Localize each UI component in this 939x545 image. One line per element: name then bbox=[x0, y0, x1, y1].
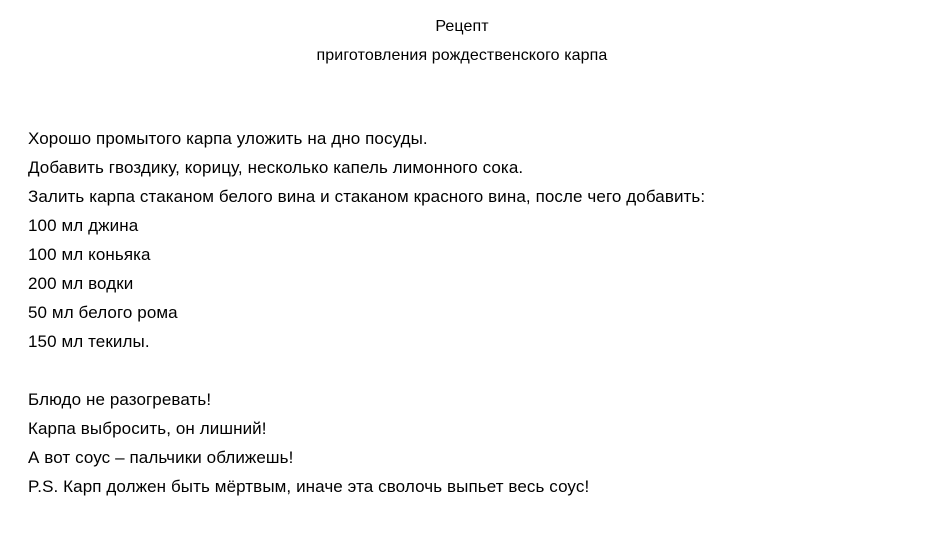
note-line: А вот соус – пальчики оближешь! bbox=[28, 448, 294, 467]
recipe-body bbox=[28, 124, 918, 501]
ingredient-line: 100 мл джина bbox=[28, 216, 139, 235]
note-line: Карпа выбросить, он лишний! bbox=[28, 419, 267, 438]
title-line-2: приготовления рождественского карпа bbox=[316, 47, 608, 64]
title-line-1: Рецепт bbox=[435, 18, 489, 35]
ingredient-line: 100 мл коньяка bbox=[28, 245, 151, 264]
recipe-title bbox=[0, 12, 924, 70]
note-line: Блюдо не разогревать! bbox=[28, 390, 212, 409]
paragraph-spacer bbox=[28, 356, 918, 385]
ingredient-line: 200 мл водки bbox=[28, 274, 134, 293]
postscript-line: P.S. Карп должен быть мёртвым, иначе эта сволочь выпьет весь соус! bbox=[28, 477, 590, 496]
ingredient-line: 50 мл белого рома bbox=[28, 303, 178, 322]
instruction-line: Залить карпа стаканом белого вина и стаканом красного вина, после чего добавить: bbox=[28, 187, 706, 206]
ingredient-line: 150 мл текилы. bbox=[28, 332, 150, 351]
instruction-line: Добавить гвоздику, корицу, несколько капель лимонного сока. bbox=[28, 158, 524, 177]
instruction-line: Хорошо промытого карпа уложить на дно посуды. bbox=[28, 129, 428, 148]
